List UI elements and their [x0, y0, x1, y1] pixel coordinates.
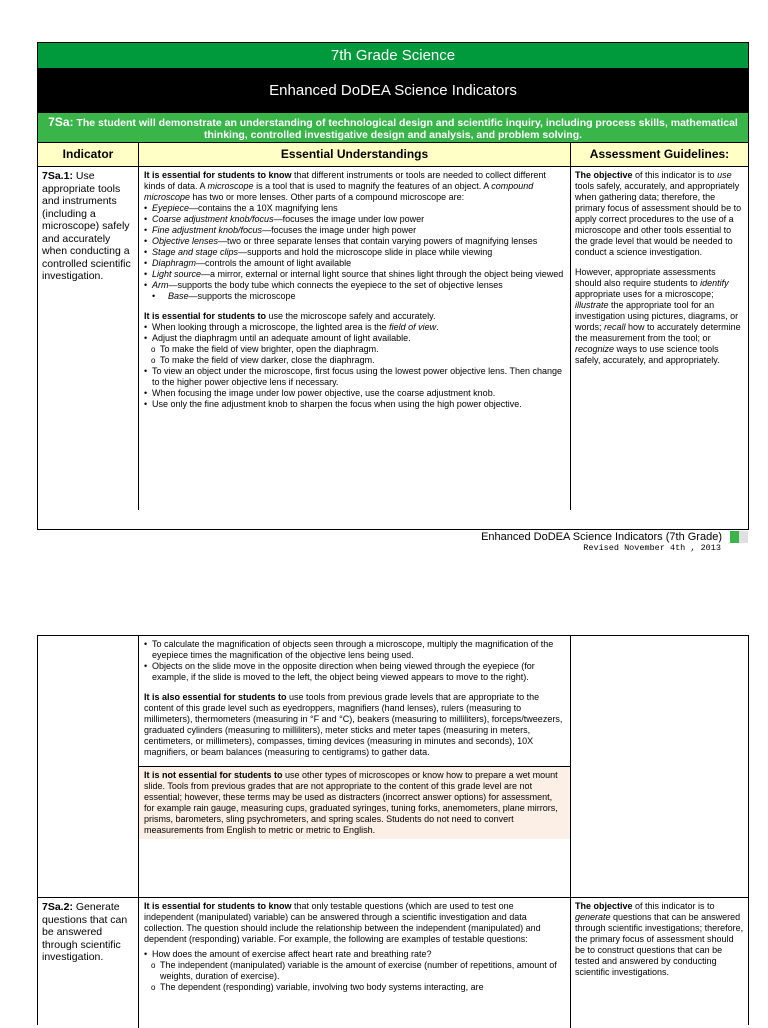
ag-text: appropriate uses for a microscope; — [575, 289, 714, 299]
essential-cell — [139, 167, 571, 510]
part-term: Base — [168, 291, 189, 301]
assessment-cell — [571, 898, 748, 1028]
indicator-cell — [38, 167, 139, 510]
list-item — [144, 333, 565, 344]
list-item: • Objects on the slide move in the opposite direction when being viewed through the eyepiece (for example, if the slide is moved to the left, the object being viewed appears to move to the right). — [144, 661, 565, 683]
ag-italic: illustrate — [575, 300, 609, 310]
eu-intro-text3: has two or more lenses. Other parts of a compound microscope are: — [190, 192, 465, 202]
part-term: Coarse adjustment knob/focus — [152, 214, 274, 224]
ag-italic: identify — [700, 278, 729, 288]
part-desc: —supports the body tube which connects the eyepiece to the set of objective lenses — [168, 280, 503, 290]
list-item: o To make the field of view brighter, open the diaphragm. — [144, 344, 565, 355]
use-heading — [144, 311, 565, 322]
standard-code: 7Sa: — [48, 115, 74, 129]
standard-text: The student will demonstrate an understanding of technological design and scientific inquiry, including process skills, mathematical thinking, controlled investigative design and analysis, and problem solving. — [73, 117, 738, 141]
eu-intro-text2: is a tool that is used to magnify the features of an object. A — [253, 181, 492, 191]
assessment-cell — [571, 167, 748, 510]
list-item: • To view an object under the microscope, first focus using the lowest power objective lens. Then change to the higher power objective lens if necessary. — [144, 366, 565, 388]
eu-bold: It is essential for students to know — [144, 901, 292, 911]
revised-date: Revised November 4th , 2013 — [583, 543, 721, 554]
part-desc: —focuses the image under high power — [262, 225, 417, 235]
col-indicator: Indicator — [38, 143, 139, 166]
list-item — [144, 203, 565, 214]
page-2 — [37, 635, 749, 1025]
col-assessment: Assessment Guidelines: — [589, 147, 730, 161]
standard-statement — [38, 112, 748, 142]
green-square-icon — [730, 531, 739, 543]
list-item — [144, 258, 565, 269]
list-item — [144, 247, 565, 258]
ag-text: questions that can be answered through scientific investigations; therefore, the primary focus of assessment should be to construct questions that can be tested and answered by conducting scientific investigations. — [575, 912, 744, 977]
item-text: Adjust the diaphragm until an adequate amount of light available. — [152, 333, 411, 343]
ag-italic: use — [717, 170, 732, 180]
essential-cell — [139, 898, 571, 1028]
assessment-paragraph — [575, 170, 744, 258]
part-desc: —controls the amount of light available — [196, 258, 352, 268]
grade-title: 7th Grade Science — [38, 43, 748, 69]
also-bold: It is also essential for students to — [144, 692, 287, 702]
part-desc: —two or three separate lenses that contain varying powers of magnifying lenses — [218, 236, 538, 246]
ag-italic: recognize — [575, 344, 615, 354]
ag-text: the appropriate tool for an investigation using pictures, diagrams, or words; — [575, 300, 739, 332]
eu-intro-bold: It is essential for students to know — [144, 170, 292, 180]
page-1 — [37, 42, 749, 530]
eu-intro-italic2: compound microscope — [144, 181, 534, 202]
list-item: • To calculate the magnification of objects seen through a microscope, multiply the magnification of the eyepiece times the magnification of the objective lens being used. — [144, 639, 565, 661]
eu-intro-italic: microscope — [207, 181, 254, 191]
eu-intro — [144, 170, 565, 203]
ag-bold: The objective — [575, 170, 633, 180]
indicator-text: Use appropriate tools and instruments (including a microscope) safely and accurately when conducting a controlled scientific investigation. — [42, 170, 131, 282]
not-text: use other types of microscopes or know how to prepare a wet mount slide. Tools from previous grades that are not appropriate to the content of this grade level are not essential; however, these terms may be used as distracters (incorrect answer options) for assessment, for example rain gauge, measuring cups, graduated syringes, tuning forks, anemometers, plane mirrors, prisms, barometers, sling psychrometers, and spring scales. Students do not need to convert measurements from English to metric or metric to English. — [144, 770, 558, 835]
list-item — [144, 322, 565, 333]
indicator-code: 7Sa.2: — [42, 901, 73, 913]
part-desc: —supports and hold the microscope slide in place while viewing — [238, 247, 493, 257]
part-term: Objective lenses — [152, 236, 219, 246]
ag-bold: The objective — [575, 901, 633, 911]
part-term: Light source — [152, 269, 202, 279]
ag-text: of this indicator is to — [632, 170, 718, 180]
use-text: use the microscope safely and accurately. — [266, 311, 436, 321]
ag-text: ways to use science tools safely, accurately, and appropriately. — [575, 344, 720, 365]
assessment-paragraph — [575, 901, 744, 978]
part-term: Eyepiece — [152, 203, 190, 213]
table-row — [38, 636, 748, 897]
parts-list — [144, 203, 565, 302]
part-desc: —supports the microscope — [188, 291, 296, 301]
gray-square-icon — [739, 531, 748, 543]
list-item: • Use only the fine adjustment knob to sharpen the focus when using the high power objective. — [144, 399, 565, 410]
item-text: . — [436, 322, 439, 332]
ag-text: of this indicator is to — [632, 901, 715, 911]
part-desc: —contains the a 10X magnifying lens — [189, 203, 338, 213]
also-essential — [144, 692, 565, 758]
list-item: o To make the field of view darker, close the diaphragm. — [144, 355, 565, 366]
footer-title: Enhanced DoDEA Science Indicators (7th Grade) — [481, 531, 722, 543]
eu-text: that only testable questions (which are used to test one independent (manipulated) variable) can be answered through a scientific investigation and data collection. The question should include the relationship between the independent (manipulated) and dependent (responding) variable. For example, the following are examples of testable questions: — [144, 901, 541, 944]
indicator-code: 7Sa.1: — [42, 170, 73, 182]
ag-text: tools safely, accurately, and appropriately when gathering data; therefore, the primary focus of assessment should be to apply correct procedures to the use of a microscope and other tools essential to the grade level that would be needed to conduct a science investigation. — [575, 181, 742, 257]
list-item: • How does the amount of exercise affect heart rate and breathing rate? — [144, 949, 565, 960]
essential-cell — [139, 636, 571, 897]
list-item — [144, 236, 565, 247]
assessment-cell — [571, 636, 748, 897]
not-essential — [139, 766, 570, 839]
part-term: Fine adjustment knob/focus — [152, 225, 263, 235]
list-item — [144, 291, 565, 302]
indicator-cell — [38, 636, 139, 897]
ag-text: However, appropriate assessments should also require students to — [575, 267, 716, 288]
not-bold: It is not essential for students to — [144, 770, 283, 780]
assessment-paragraph — [575, 267, 744, 366]
indicator-cell — [38, 898, 139, 1028]
ag-text: how to accurately determine the measurement from the tool; or — [575, 322, 741, 343]
page-footer — [481, 531, 748, 553]
list-item: o The dependent (responding) variable, involving two body systems interacting, are — [144, 982, 565, 993]
table-row — [38, 167, 748, 510]
ag-italic: generate — [575, 912, 611, 922]
part-term: Diaphragm — [152, 258, 197, 268]
list-item: o The independent (manipulated) variable is the amount of exercise (number of repetitions, amount of weights, duration of exercise). — [144, 960, 565, 982]
ag-italic: recall — [604, 322, 626, 332]
document-subtitle: Enhanced DoDEA Science Indicators — [38, 69, 748, 112]
list-item — [144, 280, 565, 291]
indicator-text: Generate questions that can be answered through scientific investigation. — [42, 901, 128, 963]
list-item — [144, 214, 565, 225]
use-list — [144, 322, 565, 410]
also-text: use tools from previous grade levels that are appropriate to the content of this grade level such as eyedroppers, magnifiers (hand lenses), rulers (measuring to millimeters), thermometers (measuring in °F and °C), beakers (measuring to milliliters), forceps/tweezers, graduated cylinders (measuring to milliliters), meter sticks and meter tapes (measuring in meters, centimeters, or millimeters), compasses, timing devices (measuring in minutes and seconds), 10X magnifiers, or beam balances (measuring to centigrams) to gather data. — [144, 692, 563, 757]
question-list — [144, 949, 565, 993]
list-item: • When focusing the image under low power objective, use the coarse adjustment knob. — [144, 388, 565, 399]
eu-paragraph — [144, 901, 565, 945]
item-text: When looking through a microscope, the lighted area is the — [152, 322, 390, 332]
col-essential: Essential Understandings — [139, 143, 571, 166]
table-header — [38, 142, 748, 167]
eu-intro-text: that different instruments or tools are needed to collect different kinds of data. A — [144, 170, 546, 191]
part-term: Arm — [152, 280, 169, 290]
calc-list — [144, 639, 565, 683]
item-italic: field of view — [389, 322, 437, 332]
part-desc: —focuses the image under low power — [273, 214, 425, 224]
list-item — [144, 269, 565, 280]
list-item — [144, 225, 565, 236]
table-row — [38, 897, 748, 1028]
use-bold: It is essential for students to — [144, 311, 267, 321]
part-term: Stage and stage clips — [152, 247, 239, 257]
part-desc: —a mirror, external or internal light source that shines light through the object being viewed — [201, 269, 564, 279]
